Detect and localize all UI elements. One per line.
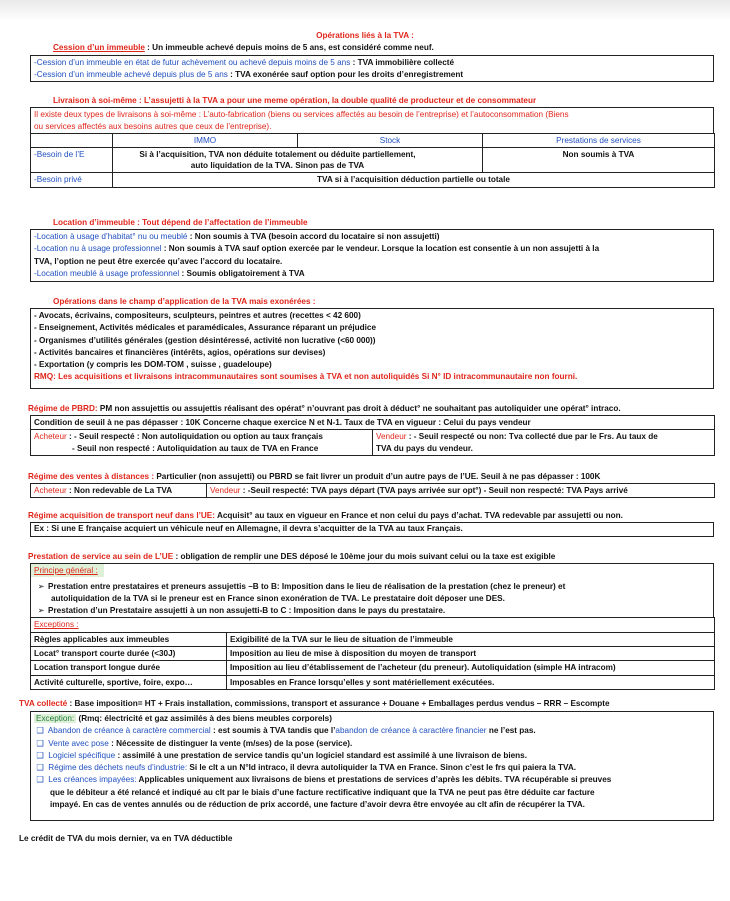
square-bullet-icon: ❑ xyxy=(36,750,44,760)
exceptions-table xyxy=(30,617,715,689)
livraison-col-prestations: Prestations de services xyxy=(483,133,715,147)
livraison-row-1-prestations: Non soumis à TVA xyxy=(483,147,715,173)
collecte-item-5-cont-2: impayé. En cas de ventes annulés ou de réduction de prix accordé, une facture d’avoir devra être envoyée au clt afin de récupérer la TVA. xyxy=(50,800,585,810)
exception-right: Imposition au lieu d’établissement de l’acheteur (du preneur). Autoliquidation (simple HA intracom) xyxy=(227,661,715,675)
arrow-bullet-icon: ➢ xyxy=(37,606,45,616)
livraison-row-besoin-e xyxy=(31,147,715,173)
pbrd-vendeur-text-2: TVA du pays du vendeur. xyxy=(376,443,473,453)
transport-heading xyxy=(28,510,623,521)
prestation-p2 xyxy=(31,605,713,617)
exception-left: Règles applicables aux immeubles xyxy=(31,632,227,646)
location-row-3-label: -Location meublé à usage professionnel xyxy=(34,268,180,278)
cession-heading-text: : Un immeuble achevé depuis moins de 5 ans, est considéré comme neuf. xyxy=(144,43,434,52)
exception-row xyxy=(31,661,715,675)
livraison-header-empty xyxy=(31,133,113,147)
exception-left: Activité culturelle, sportive, foire, expo… xyxy=(31,675,227,689)
exceptions-label: Exceptions : xyxy=(31,618,715,632)
exception-right: Exigibilité de la TVA sur le lieu de situation de l’immeuble xyxy=(227,632,715,646)
pbrd-acheteur-cell xyxy=(31,430,373,456)
pbrd-box xyxy=(30,415,714,457)
exonerees-item-4: - Activités bancaires et financières (intérêts, agios, opérations sur devises) xyxy=(34,347,326,357)
exonerees-heading: Opérations dans le champ d’application de la TVA mais exonérées : xyxy=(53,297,316,306)
livraison-heading: Livraison à soi-même : L’assujetti à la TVA a pour une meme opération, la double qualité de producteur et de consommateur xyxy=(53,96,537,105)
collecte-item-1 xyxy=(31,725,713,737)
collecte-item-5-text: Applicables uniquement aux livraisons de biens et prestations de services d’après les débits. TVA récupérable si preuves xyxy=(136,775,612,785)
collecte-item-1-label-2: abandon de créance à caractère financier xyxy=(335,726,487,736)
location-row-1 xyxy=(31,230,713,243)
footer-note: Le crédit de TVA du mois dernier, va en TVA déductible xyxy=(19,834,233,843)
cession-row-1-text: : TVA immobilière collecté xyxy=(350,58,455,67)
pbrd-acheteur-label: Acheteur xyxy=(34,432,67,442)
collecte-item-1-text: : est soumis à TVA tandis que l’ xyxy=(210,726,336,736)
pbrd-heading-text: PM non assujettis ou assujettis réalisant des opérat° n’ouvrant pas droit à déduct° ne souhaitant pas autoliquider une opérat° intraco. xyxy=(97,404,621,413)
livraison-row-1-label: -Besoin de l’E xyxy=(31,147,113,173)
pbrd-acheteur-text-2: - Seuil non respecté : Autoliquidation au taux de TVA en France xyxy=(72,443,319,453)
livraison-table xyxy=(30,133,715,188)
distance-vendeur-cell xyxy=(207,484,715,498)
prestation-p1 xyxy=(31,581,713,593)
collecte-item-2 xyxy=(31,738,713,750)
collecte-exception-text: (Rmq: électricité et gaz assimilés à des biens meubles corporels) xyxy=(76,714,332,723)
pbrd-heading-label: Régime de PBRD: xyxy=(28,404,98,413)
cession-row-2-label: -Cession d’un immeuble achevé depuis plus de 5 ans xyxy=(34,70,228,80)
pbrd-heading xyxy=(28,403,621,414)
exception-row xyxy=(31,647,715,661)
livraison-row-2-text: TVA si à l’acquisition déduction partielle ou totale xyxy=(113,173,715,187)
transport-box xyxy=(30,522,714,537)
collecte-heading-text: : Base imposition= HT + Frais installation, commissions, transport et assurance + Douane + Emballages perdus vendus – RRR – Escompte xyxy=(67,699,610,708)
livraison-row-1-immo: Si à l’acquisition, TVA non déduite totalement ou déduite partiellement, auto liquidation de la TVA. Sinon pas de TVA xyxy=(113,147,483,173)
distance-heading-text: Particulier (non assujetti) ou PBRD se fait livrer un produit d’un autre pays de l’UE. Seuil à ne pas dépasser : 100K xyxy=(154,472,601,481)
prestation-p1-text: Prestation entre prestataires et preneurs assujettis –B to B: Imposition dans le lieu de réalisation de la prestation (chez le preneur) et xyxy=(48,581,566,591)
square-bullet-icon: ❑ xyxy=(36,763,44,773)
distance-heading xyxy=(28,471,600,482)
cession-heading-label: Cession d’un immeuble xyxy=(53,43,145,52)
collecte-item-3-text: : assimilé à une prestation de service tandis qu’un logiciel standard est assimilé à une livraison de biens. xyxy=(115,750,527,760)
square-bullet-icon: ❑ xyxy=(36,738,44,748)
pbrd-seuil: Condition de seuil à ne pas dépasser : 10K Concerne chaque exercice N et N-1. Taux de TVA en vigueur : Celui du pays vendeur xyxy=(31,416,715,430)
prestation-principe xyxy=(30,563,714,617)
prestation-principe-label: Principe général : xyxy=(31,564,104,577)
collecte-item-1-label: Abandon de créance à caractère commercial xyxy=(47,726,211,736)
exception-right: Imposables en France lorsqu’elles y sont matériellement exécutées. xyxy=(227,675,715,689)
square-bullet-icon: ❑ xyxy=(36,726,44,736)
cession-heading xyxy=(53,42,434,53)
pbrd-vendeur-label: Vendeur xyxy=(376,432,407,442)
cession-row-1 xyxy=(31,56,713,69)
location-row-2-label: -Location nu à usage professionnel xyxy=(34,244,162,254)
collecte-item-2-label: Vente avec pose xyxy=(48,738,109,748)
cession-box xyxy=(30,55,714,82)
collecte-item-1-text-2: ne l’est pas. xyxy=(486,726,536,736)
collecte-item-2-text: : Nécessite de distinguer la vente (m/ses) de la pose (service). xyxy=(108,738,353,748)
exception-left: Location transport longue durée xyxy=(31,661,227,675)
location-row-2 xyxy=(31,243,713,255)
collecte-exception xyxy=(31,712,713,725)
exception-row xyxy=(31,675,715,689)
location-row-3-text: : Soumis obligatoirement à TVA xyxy=(179,268,305,278)
distance-vendeur-text: : -Seuil respecté: TVA pays départ (TVA pays arrivée sur opt°) - Seuil non respecté: TVA Pays arrivé xyxy=(242,486,628,495)
distance-acheteur-cell xyxy=(31,484,207,498)
transport-heading-text: Acquisit° au taux en vigueur en France et non celui du pays d’achat. TVA redevable par assujetti ou non. xyxy=(214,511,623,520)
transport-example: Ex : Si une E française acquiert un véhicule neuf en Allemagne, il devra s’acquitter de la TVA au taux Français. xyxy=(34,524,463,533)
collecte-item-4 xyxy=(31,762,713,774)
pbrd-acheteur-text-1: : - Seuil respecté : Non autoliquidation ou option au taux français xyxy=(66,432,323,442)
livraison-row-besoin-prive xyxy=(31,173,715,187)
distance-acheteur-text: : Non redevable de La TVA xyxy=(66,486,173,495)
distance-acheteur-label: Acheteur xyxy=(34,486,67,495)
cession-row-1-label: -Cession d’un immeuble en état de futur achèvement ou achevé depuis moins de 5 ans xyxy=(34,58,351,67)
location-row-2-text: : Non soumis à TVA sauf option exercée par le vendeur. Lorsque la location est consentie à un non assujetti à la xyxy=(161,244,600,254)
exception-left: Locat° transport courte durée (<30J) xyxy=(31,647,227,661)
cession-row-2 xyxy=(31,69,713,81)
collecte-item-4-text: Si le clt a un N°Id intraco, il devra autoliquider la TVA en France. Sinon c’est le frs qui paiera la TVA. xyxy=(187,763,577,773)
prestation-p1-cont: autoliquidation de la TVA si le preneur est en France sinon exonération de TVA. Le prestataire doit déposer une DES. xyxy=(51,593,505,603)
livraison-box xyxy=(30,107,714,203)
collecte-item-3 xyxy=(31,750,713,762)
distance-table xyxy=(30,483,715,498)
top-shadow-band xyxy=(0,0,730,22)
prestation-heading xyxy=(28,551,555,562)
exonerees-item-5: - Exportation (y compris les DOM-TOM , suisse , guadeloupe) xyxy=(34,360,272,370)
location-row-1-text: : Non soumis à TVA (besoin accord du locataire si non assujetti) xyxy=(187,232,440,241)
livraison-intro-2: ou services affectés aux besoins autres que ceux de l’entreprise). xyxy=(30,121,714,132)
prestation-heading-text: : obligation de remplir une DES déposé le 10ème jour du mois suivant celui ou la taxe est exigible xyxy=(173,552,556,561)
location-heading: Location d’immeuble : Tout dépend de l’affectation de l’immeuble xyxy=(53,218,308,227)
document-title: Opérations liés à la TVA : xyxy=(316,31,414,40)
livraison-intro-1: Il existe deux types de livraisons à soi-même : L’auto-fabrication (biens ou services affectés au besoin de l’entreprise) et l’autoconsommation (Biens xyxy=(30,107,714,121)
square-bullet-icon: ❑ xyxy=(36,775,44,785)
exception-right: Imposition au lieu de mise à disposition du moyen de transport xyxy=(227,647,715,661)
livraison-row-2-label: -Besoin privé xyxy=(31,173,113,187)
livraison-col-immo: IMMO xyxy=(113,133,298,147)
location-box xyxy=(30,229,714,282)
exonerees-item-3: - Organismes d’utilités générales (gestion désintéressé, activité non lucrative (<60 000)) xyxy=(34,335,376,345)
exonerees-item-1: - Avocats, écrivains, compositeurs, sculpteurs, peintres et autres (recettes < 42 600) xyxy=(34,311,361,320)
pbrd-table xyxy=(30,415,715,456)
exonerees-rmq: RMQ: Les acquisitions et livraisons intracommunautaires sont soumises à TVA et non autoliquidés Si N° ID intracommunautaire non fourni. xyxy=(34,372,578,382)
collecte-box xyxy=(30,711,714,821)
exonerees-box xyxy=(30,308,714,389)
exception-row xyxy=(31,632,715,646)
distance-heading-label: Régime des ventes à distances : xyxy=(28,472,155,481)
exonerees-item-2: - Enseignement, Activités médicales et paramédicales, Assurance réparant un préjudice xyxy=(34,323,377,333)
collecte-item-5 xyxy=(31,774,713,786)
pbrd-vendeur-text-1: : - Seuil respecté ou non: Tva collecté due par le Frs. Au taux de xyxy=(406,432,658,442)
livraison-table-header xyxy=(31,133,715,147)
prestation-box xyxy=(30,563,714,687)
prestation-p2-text: Prestation d’un Prestataire assujetti à un non assujetti-B to C : Imposition dans le pays du prestataire. xyxy=(48,606,446,616)
collecte-item-3-label: Logiciel spécifique xyxy=(48,750,116,760)
distance-box xyxy=(30,483,714,498)
cession-row-2-text: : TVA exonérée sauf option pour les droits d’enregistrement xyxy=(227,70,464,80)
location-row-2-cont: TVA, l’option ne peut être exercée qu’avec l’accord du locataire. xyxy=(34,256,283,266)
collecte-item-4-label: Régime des déchets neufs d’industrie: xyxy=(48,763,188,773)
prestation-heading-label: Prestation de service au sein de L’UE xyxy=(28,552,174,561)
collecte-heading-label: TVA collecté xyxy=(19,699,68,708)
distance-vendeur-label: Vendeur xyxy=(210,486,241,495)
arrow-bullet-icon: ➢ xyxy=(37,581,45,591)
pbrd-vendeur-cell xyxy=(373,430,715,456)
livraison-col-stock: Stock xyxy=(298,133,483,147)
collecte-item-5-label: Les créances impayées: xyxy=(48,775,137,785)
location-row-3 xyxy=(31,268,713,280)
collecte-exception-label: Exception: xyxy=(36,714,75,723)
transport-heading-label: Régime acquisition de transport neuf dans l’UE: xyxy=(28,511,215,520)
location-row-1-label: -Location à usage d’habitat° nu ou meublé xyxy=(34,232,188,241)
collecte-item-5-cont-1: que le débiteur a été relancé et indiqué au clt par le biais d’une facture rectificative indiquant que la TVA ne peut pas être déduite car facture xyxy=(50,787,595,797)
collecte-heading xyxy=(19,698,610,709)
